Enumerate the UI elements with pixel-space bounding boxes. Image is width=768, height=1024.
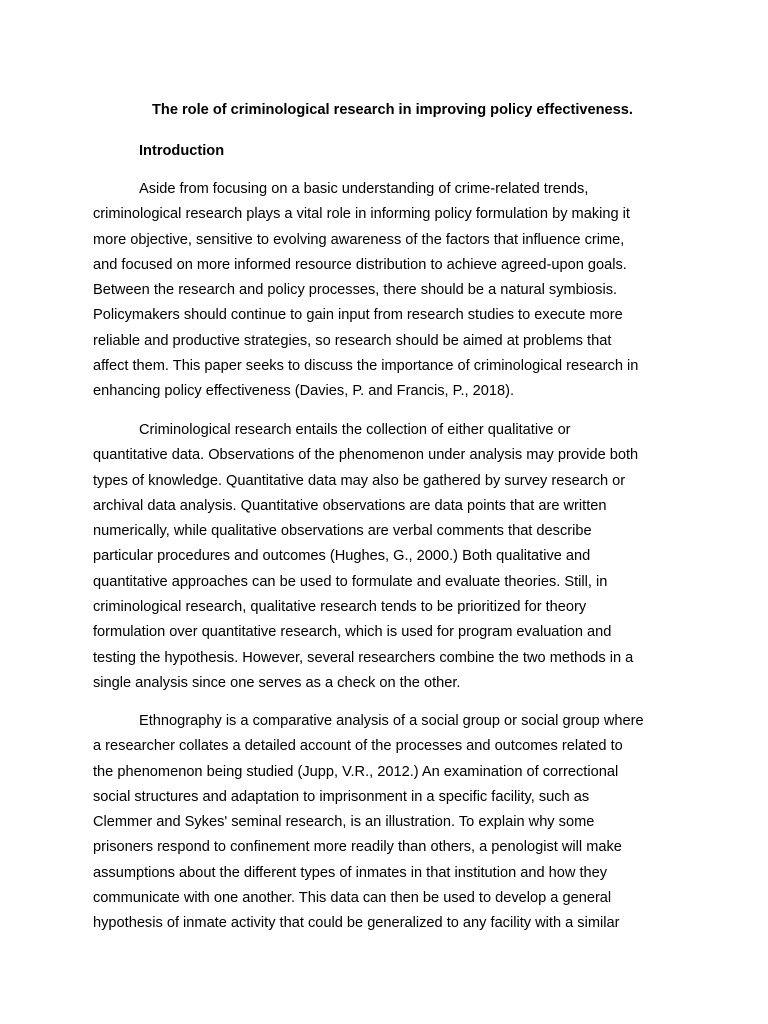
paragraph-line: archival data analysis. Quantitative observations are data points that are written bbox=[93, 497, 607, 514]
paragraph-line: hypothesis of inmate activity that could be generalized to any facility with a similar bbox=[93, 915, 620, 932]
paragraph-line: communicate with one another. This data can then be used to develop a general bbox=[93, 890, 612, 907]
paragraph-line: prisoners respond to confinement more readily than others, a penologist will make bbox=[93, 839, 622, 856]
paragraph-line: Between the research and policy processes, there should be a natural symbiosis. bbox=[93, 282, 618, 299]
paragraph-line: Clemmer and Sykes' seminal research, is an illustration. To explain why some bbox=[93, 814, 595, 831]
paragraph-line: Criminological research entails the collection of either qualitative or bbox=[139, 422, 571, 438]
paragraph-line: quantitative approaches can be used to formulate and evaluate theories. Still, in bbox=[93, 573, 608, 590]
paragraph-2 bbox=[93, 418, 693, 696]
document-title: The role of criminological research in improving policy effectiveness. bbox=[152, 102, 633, 118]
paragraph-line: criminological research, qualitative research tends to be prioritized for theory bbox=[93, 599, 587, 616]
paragraph-line: social structures and adaptation to imprisonment in a specific facility, such as bbox=[93, 788, 590, 805]
paragraph-line: enhancing policy effectiveness (Davies, P. and Francis, P., 2018). bbox=[93, 383, 515, 400]
paragraph-line: single analysis since one serves as a check on the other. bbox=[93, 674, 461, 691]
paragraph-line: more objective, sensitive to evolving awareness of the factors that influence crime, bbox=[93, 231, 625, 248]
paragraph-line: criminological research plays a vital role in informing policy formulation by making it bbox=[93, 206, 630, 223]
paragraph-line: reliable and productive strategies, so research should be aimed at problems that bbox=[93, 332, 612, 349]
paragraph-line: Policymakers should continue to gain input from research studies to execute more bbox=[93, 307, 623, 324]
paragraph-line: the phenomenon being studied (Jupp, V.R., 2012.) An examination of correctional bbox=[93, 763, 619, 780]
paragraph-3 bbox=[93, 709, 693, 937]
paragraph-line: a researcher collates a detailed account of the processes and outcomes related to bbox=[93, 738, 623, 755]
paragraph-line: Ethnography is a comparative analysis of a social group or social group where bbox=[139, 713, 644, 729]
paragraph-line: testing the hypothesis. However, several researchers combine the two methods in a bbox=[93, 649, 634, 666]
paragraph-1 bbox=[93, 177, 693, 405]
paragraph-line: affect them. This paper seeks to discuss the importance of criminological research in bbox=[93, 358, 639, 375]
section-heading-introduction: Introduction bbox=[139, 143, 225, 159]
paragraph-line: Aside from focusing on a basic understanding of crime-related trends, bbox=[139, 181, 589, 197]
paragraph-line: numerically, while qualitative observations are verbal comments that describe bbox=[93, 523, 592, 540]
paragraph-line: assumptions about the different types of inmates in that institution and how they bbox=[93, 864, 608, 881]
paragraph-line: quantitative data. Observations of the phenomenon under analysis may provide both bbox=[93, 447, 639, 464]
paragraph-line: and focused on more informed resource distribution to achieve agreed-upon goals. bbox=[93, 256, 627, 273]
paragraph-line: formulation over quantitative research, which is used for program evaluation and bbox=[93, 624, 612, 641]
paragraph-line: particular procedures and outcomes (Hughes, G., 2000.) Both qualitative and bbox=[93, 548, 591, 565]
paragraph-line: types of knowledge. Quantitative data may also be gathered by survey research or bbox=[93, 472, 626, 489]
